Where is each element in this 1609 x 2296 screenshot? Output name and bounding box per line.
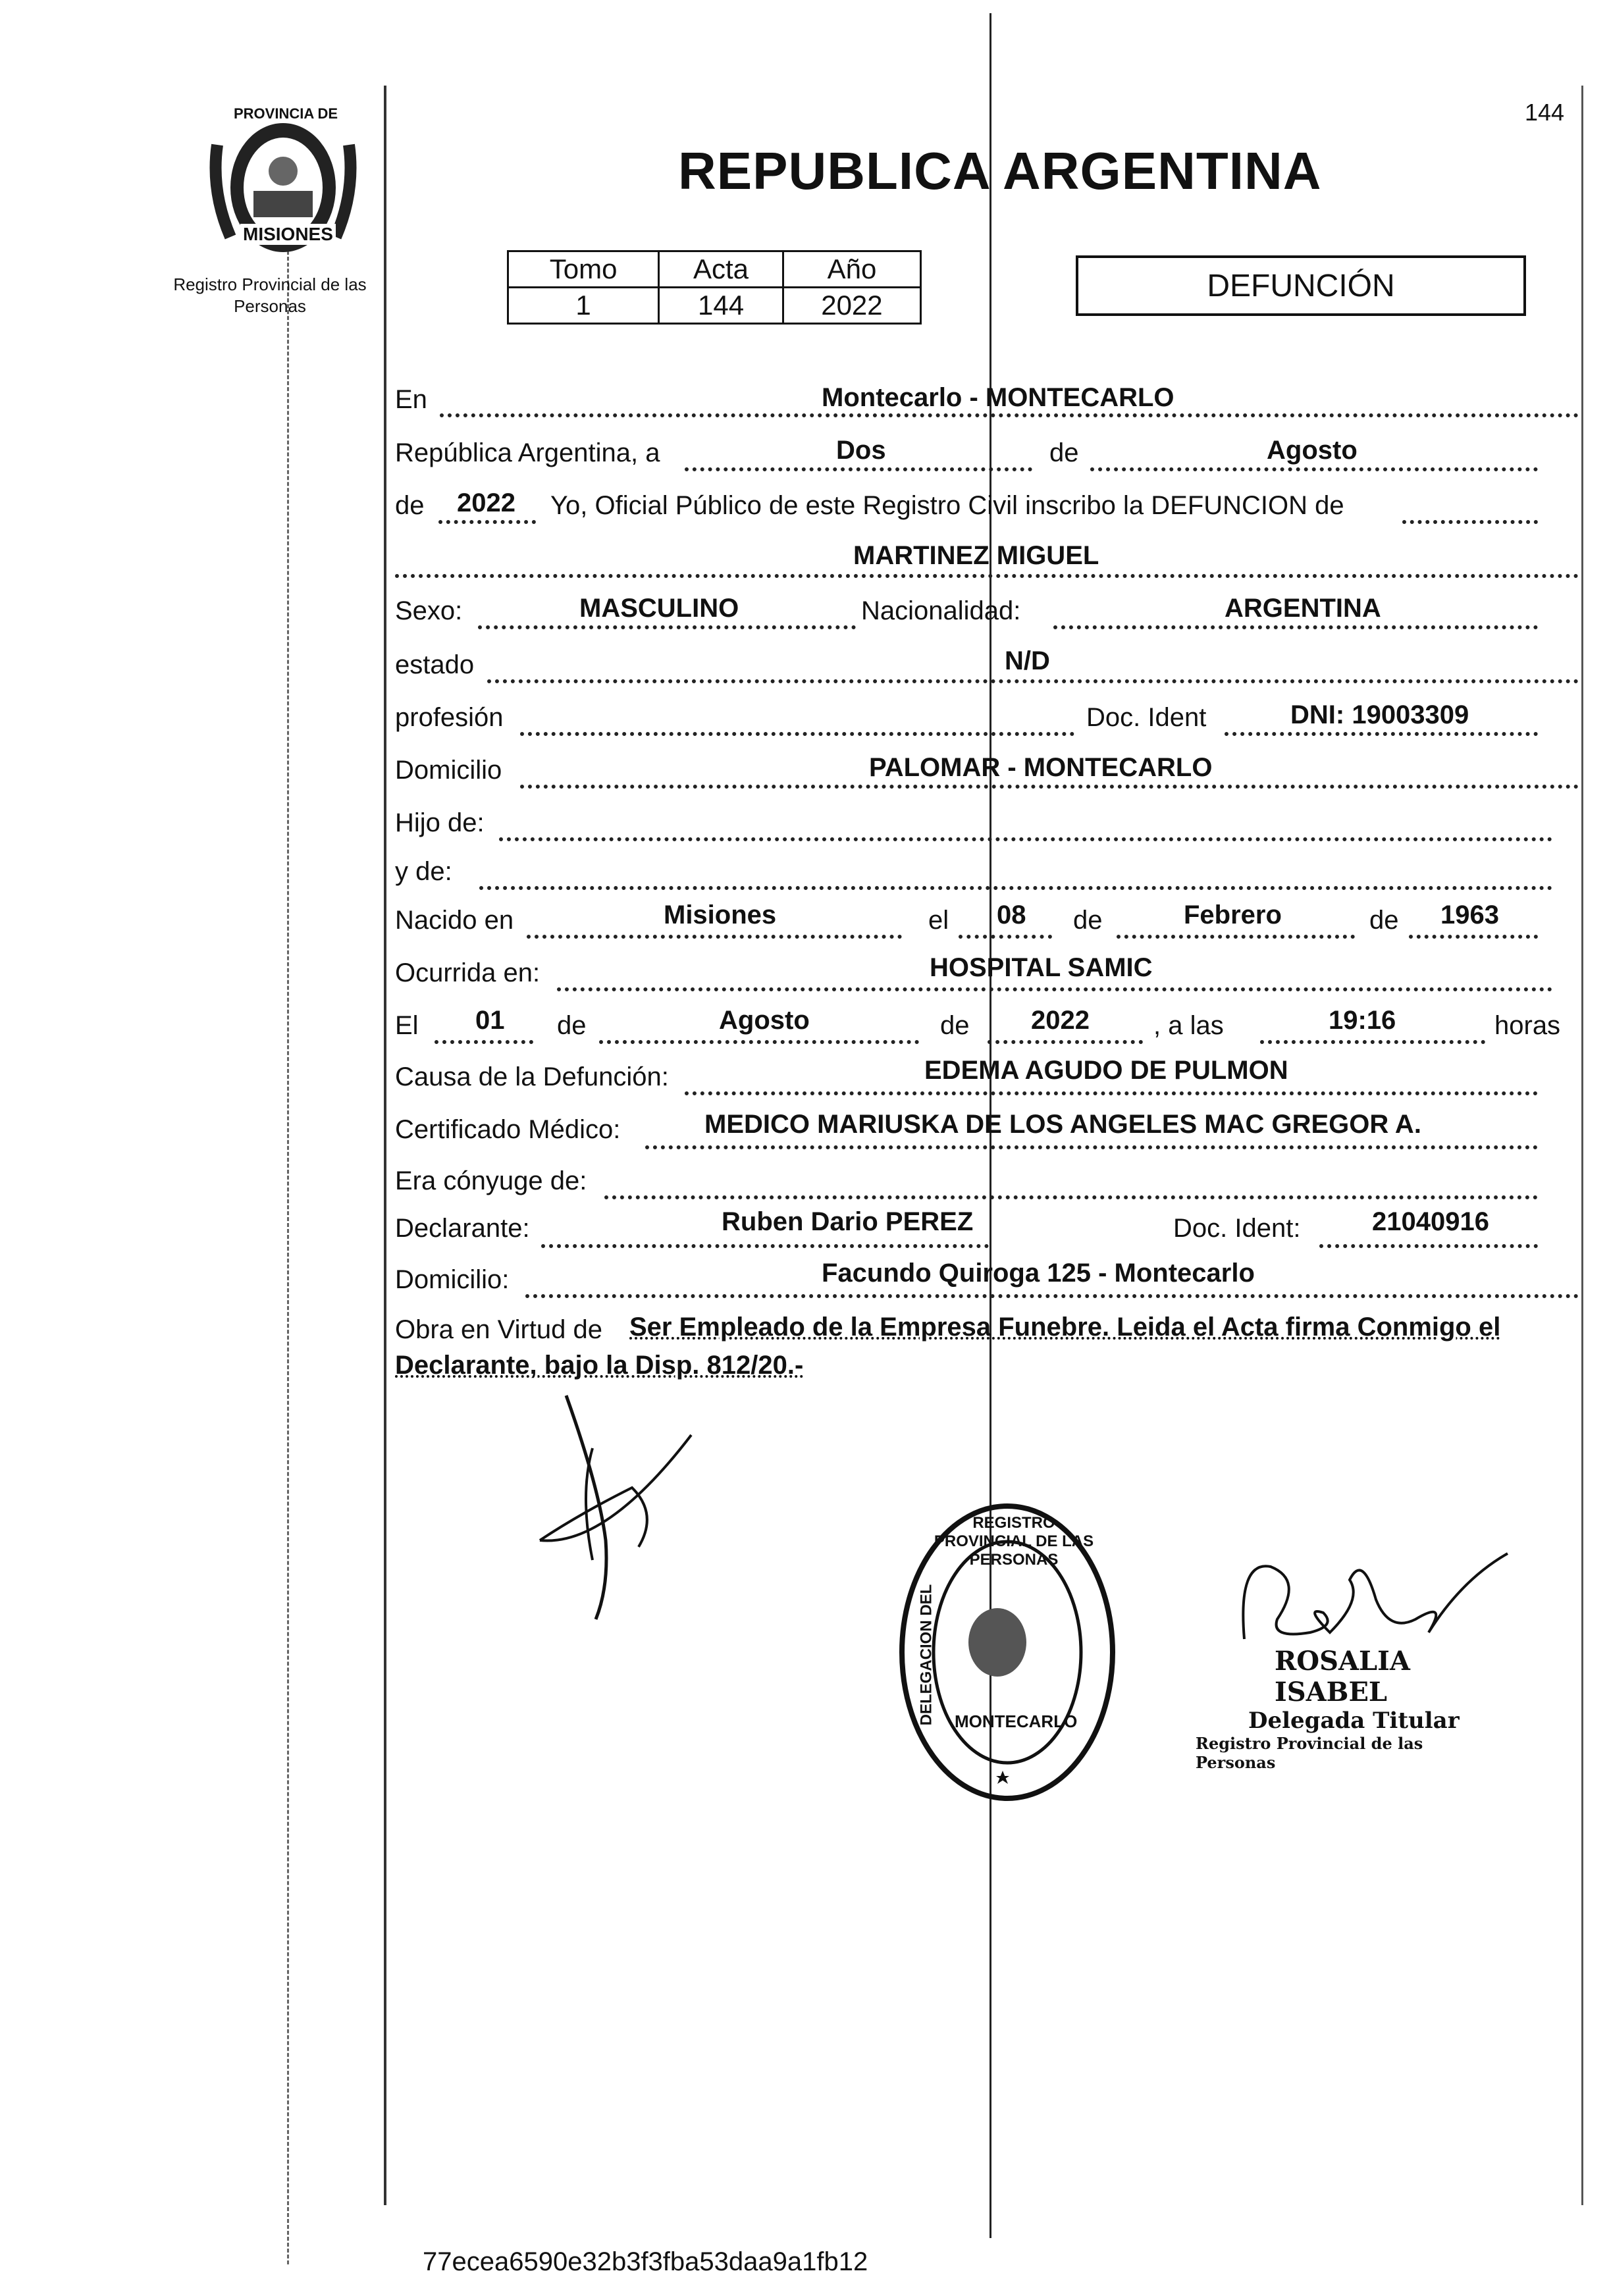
- dotline-hijo-de: [499, 837, 1552, 841]
- country-title: REPUBLICA ARGENTINA: [678, 142, 1322, 200]
- label-yo-oficial: Yo, Oficial Público de este Registro Civil inscribo la DEFUNCION de: [550, 491, 1344, 520]
- anio-header: Año: [783, 251, 920, 288]
- official-signature: [1231, 1540, 1521, 1652]
- value-certificado: MEDICO MARIUSKA DE LOS ANGELES MAC GREGOR A.: [704, 1110, 1421, 1139]
- value-estado: N/D: [1005, 646, 1050, 675]
- acta-value: 144: [659, 288, 783, 324]
- dotline-nacionalidad: [1053, 625, 1538, 629]
- label-el-cap: El: [395, 1011, 419, 1040]
- official-office: Registro Provincial de las Personas: [1196, 1734, 1423, 1772]
- value-nac-anio: 1963: [1440, 900, 1499, 929]
- dotline-def-mes: [599, 1040, 919, 1044]
- label-declarante: Declarante:: [395, 1214, 530, 1243]
- left-margin-rule: [384, 86, 386, 2205]
- seal-ring-left: DELEGACION DEL: [917, 1584, 936, 1726]
- label-el: el: [928, 906, 949, 935]
- label-profesion: profesión: [395, 703, 504, 732]
- dotline-defuncion-de: [1402, 520, 1538, 524]
- anio-value: 2022: [783, 288, 920, 324]
- acta-header: Acta: [659, 251, 783, 288]
- label-horas: horas: [1494, 1011, 1561, 1040]
- value-documento: DNI: 19003309: [1290, 700, 1469, 729]
- delegation-seal: [889, 1494, 1126, 1810]
- dotline-doc-ident: [1225, 732, 1538, 736]
- label-obra-en-virtud: Obra en Virtud de: [395, 1315, 603, 1344]
- value-domicilio: PALOMAR - MONTECARLO: [869, 753, 1213, 782]
- dotline-estado: [487, 679, 1579, 683]
- official-stamp: [1196, 1646, 1479, 1772]
- dotline-anio: [438, 520, 536, 524]
- value-sexo: MASCULINO: [579, 594, 739, 623]
- dotline-en: [440, 413, 1579, 417]
- label-de-def-mes: de: [557, 1011, 587, 1040]
- declarant-signature: [527, 1389, 711, 1626]
- dotline-profesion: [520, 732, 1074, 736]
- label-doc-ident: Doc. Ident: [1086, 703, 1207, 732]
- dotline-ocurrida-en: [557, 987, 1552, 991]
- value-nacido-en: Misiones: [664, 900, 777, 929]
- dotline-nac-mes: [1117, 935, 1355, 939]
- value-nac-dia: 08: [997, 900, 1026, 929]
- dotline-sexo: [478, 625, 856, 629]
- value-obra-line1: Ser Empleado de la Empresa Funebre. Leida el Acta firma Conmigo el: [629, 1313, 1501, 1342]
- label-y-de: y de:: [395, 857, 452, 886]
- seal-ring-top: REGISTRO PROVINCIAL DE LAS PERSONAS: [934, 1514, 1094, 1569]
- value-mes-inscripcion: Agosto: [1267, 436, 1358, 465]
- label-nacionalidad: Nacionalidad:: [861, 596, 1021, 625]
- value-dia-inscripcion: Dos: [836, 436, 886, 465]
- dotline-domicilio: [520, 785, 1579, 789]
- label-domicilio: Domicilio: [395, 756, 502, 785]
- value-nac-mes: Febrero: [1184, 900, 1282, 929]
- label-estado: estado: [395, 650, 475, 679]
- value-declarante-doc: 21040916: [1372, 1207, 1489, 1236]
- value-anio-inscripcion: 2022: [457, 488, 515, 517]
- dotline-hora: [1260, 1040, 1485, 1044]
- value-declarante: Ruben Dario PEREZ: [722, 1207, 974, 1236]
- label-causa: Causa de la Defunción:: [395, 1062, 669, 1091]
- right-margin-rule: [1581, 86, 1583, 2205]
- page-number: 144: [1525, 99, 1565, 126]
- dotline-nac-dia: [959, 935, 1052, 939]
- official-title: Delegada Titular: [1248, 1708, 1460, 1734]
- label-de-def-anio: de: [940, 1011, 970, 1040]
- label-conyuge: Era cónyuge de:: [395, 1166, 587, 1195]
- document-type: DEFUNCIÓN: [1207, 268, 1395, 303]
- label-domicilio-declarante: Domicilio:: [395, 1265, 510, 1294]
- value-lugar: Montecarlo - MONTECARLO: [822, 383, 1174, 412]
- dotline-def-anio: [988, 1040, 1143, 1044]
- label-de-nac-mes: de: [1073, 906, 1103, 935]
- label-doc-ident-declarante: Doc. Ident:: [1173, 1214, 1301, 1243]
- label-de-nac-anio: de: [1369, 906, 1399, 935]
- label-en: En: [395, 385, 427, 414]
- dotline-nacido-en: [527, 935, 902, 939]
- document-hash: 77ecea6590e32b3f3fba53daa9a1fb12: [423, 2247, 868, 2276]
- value-hora: 19:16: [1329, 1006, 1396, 1035]
- province-logo: [198, 105, 369, 270]
- dotline-mes: [1090, 467, 1538, 471]
- binding-rule: [287, 197, 289, 2264]
- logo-text-top: PROVINCIA DE: [234, 105, 338, 122]
- value-def-anio: 2022: [1031, 1006, 1090, 1035]
- value-def-mes: Agosto: [719, 1006, 810, 1035]
- dotline-def-dia: [435, 1040, 533, 1044]
- value-ocurrida-en: HOSPITAL SAMIC: [930, 953, 1153, 982]
- label-nacido-en: Nacido en: [395, 906, 514, 935]
- label-hijo-de: Hijo de:: [395, 808, 485, 837]
- dotline-certificado: [645, 1145, 1538, 1149]
- label-de: de: [1049, 438, 1079, 467]
- label-de-year: de: [395, 491, 425, 520]
- value-nombre: MARTINEZ MIGUEL: [853, 541, 1099, 570]
- label-certificado: Certificado Médico:: [395, 1115, 621, 1144]
- dotline-declarante: [541, 1244, 989, 1248]
- dotline-dia: [685, 467, 1032, 471]
- value-nacionalidad: ARGENTINA: [1225, 594, 1381, 623]
- label-sexo: Sexo:: [395, 596, 463, 625]
- value-def-dia: 01: [475, 1006, 505, 1035]
- tomo-header: Tomo: [508, 251, 659, 288]
- registry-label: Registro Provincial de las Personas: [173, 274, 367, 316]
- dotline-nombre: [395, 574, 1579, 578]
- dotline-declarante-doc: [1319, 1244, 1538, 1248]
- dotline-causa: [685, 1091, 1538, 1095]
- dotline-y-de: [479, 886, 1552, 890]
- tomo-value: 1: [508, 288, 659, 324]
- dotline-conyuge: [604, 1195, 1538, 1199]
- seal-center: MONTECARLO: [955, 1711, 1078, 1731]
- dotline-declarante-domicilio: [525, 1294, 1579, 1298]
- document-type-box: [1076, 255, 1526, 316]
- label-republica: República Argentina, a: [395, 438, 660, 467]
- value-obra-line2: Declarante, bajo la Disp. 812/20.-: [395, 1351, 804, 1380]
- label-ocurrida-en: Ocurrida en:: [395, 958, 541, 987]
- register-table: [507, 250, 922, 325]
- logo-text-bottom: MISIONES: [240, 224, 336, 245]
- value-causa: EDEMA AGUDO DE PULMON: [924, 1056, 1288, 1085]
- label-a-las: , a las: [1153, 1011, 1224, 1040]
- value-declarante-domicilio: Facundo Quiroga 125 - Montecarlo: [822, 1259, 1255, 1288]
- dotline-nac-anio: [1409, 935, 1538, 939]
- official-name: ROSALIA ISABEL: [1275, 1646, 1410, 1708]
